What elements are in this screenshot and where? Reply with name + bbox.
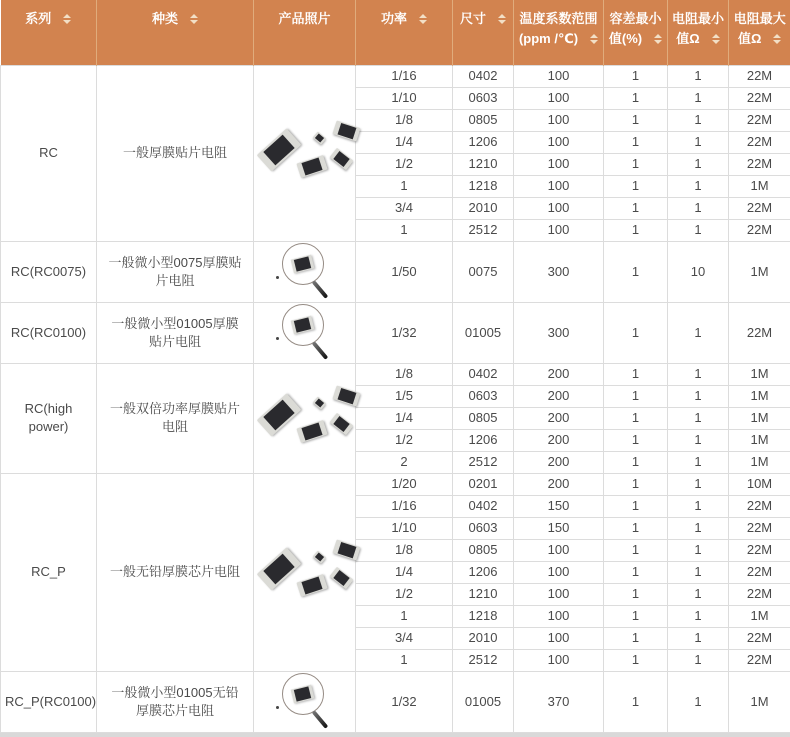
tolerance-min-cell: 1 <box>604 605 668 627</box>
tolerance-min-cell: 1 <box>604 539 668 561</box>
table-header <box>1 0 790 65</box>
sort-icon[interactable] <box>654 34 662 44</box>
resistance-max-cell: 1M <box>729 671 790 732</box>
chip-resistor-icon <box>332 385 360 406</box>
photo-cell <box>254 671 356 732</box>
table-body <box>1 65 790 732</box>
power-cell: 1/8 <box>356 539 453 561</box>
tcr-cell: 200 <box>514 429 604 451</box>
resistance-max-cell: 22M <box>729 539 790 561</box>
power-cell: 1/2 <box>356 429 453 451</box>
size-cell: 0201 <box>453 473 514 495</box>
tolerance-min-cell: 1 <box>604 451 668 473</box>
resistance-max-cell: 1M <box>729 451 790 473</box>
size-cell: 0805 <box>453 109 514 131</box>
tolerance-min-cell: 1 <box>604 302 668 363</box>
table-row <box>1 302 790 363</box>
resistance-min-cell: 1 <box>668 175 729 197</box>
chip-resistor-icon <box>291 315 315 334</box>
table-row <box>1 65 790 87</box>
resistance-max-cell: 22M <box>729 649 790 671</box>
photo-cell <box>254 302 356 363</box>
chips-photo <box>258 377 362 459</box>
size-cell: 0402 <box>453 363 514 385</box>
resistance-max-cell: 1M <box>729 605 790 627</box>
photo-cell <box>254 65 356 241</box>
size-cell: 0402 <box>453 495 514 517</box>
resistance-min-cell: 1 <box>668 65 729 87</box>
column-header-label: 种类 <box>152 11 178 26</box>
tolerance-min-cell: 1 <box>604 65 668 87</box>
tcr-cell: 100 <box>514 87 604 109</box>
size-cell: 2010 <box>453 627 514 649</box>
tolerance-min-cell: 1 <box>604 429 668 451</box>
tcr-cell: 100 <box>514 109 604 131</box>
table-row <box>1 671 790 732</box>
tcr-cell: 100 <box>514 219 604 241</box>
chip-resistor-icon <box>313 550 327 563</box>
sort-icon[interactable] <box>773 34 781 44</box>
size-cell: 1210 <box>453 153 514 175</box>
chip-resistor-icon <box>330 567 354 589</box>
tolerance-min-cell: 1 <box>604 241 668 302</box>
chip-resistor-icon <box>313 396 327 409</box>
resistance-min-cell: 1 <box>668 495 729 517</box>
tolerance-min-cell: 1 <box>604 131 668 153</box>
chip-resistor-icon <box>330 413 354 435</box>
column-header-label: 容差最小值(%) <box>609 11 662 46</box>
resistance-max-cell: 22M <box>729 109 790 131</box>
header-row <box>1 0 790 65</box>
tcr-cell: 100 <box>514 175 604 197</box>
series-cell: RC_P(RC0100) <box>1 671 97 732</box>
tcr-cell: 100 <box>514 649 604 671</box>
size-cell: 1206 <box>453 131 514 153</box>
tcr-cell: 100 <box>514 539 604 561</box>
tcr-cell: 100 <box>514 627 604 649</box>
size-cell: 1218 <box>453 605 514 627</box>
series-cell: RC_P <box>1 473 97 671</box>
power-cell: 1/4 <box>356 407 453 429</box>
column-header-label: 尺寸 <box>460 11 486 26</box>
series-cell: RC <box>1 65 97 241</box>
table-row <box>1 473 790 495</box>
column-header-label: 系列 <box>25 11 51 26</box>
dot-icon <box>276 706 279 709</box>
resistance-min-cell: 1 <box>668 385 729 407</box>
tolerance-min-cell: 1 <box>604 561 668 583</box>
tcr-cell: 200 <box>514 385 604 407</box>
resistance-min-cell: 1 <box>668 671 729 732</box>
tcr-cell: 100 <box>514 561 604 583</box>
column-header-tcr[interactable] <box>514 0 604 65</box>
tolerance-min-cell: 1 <box>604 197 668 219</box>
chip-resistor-icon <box>296 574 327 597</box>
column-header-series[interactable] <box>1 0 97 65</box>
tcr-cell: 100 <box>514 583 604 605</box>
resistance-min-cell: 1 <box>668 429 729 451</box>
tolerance-min-cell: 1 <box>604 473 668 495</box>
series-cell: RC(high power) <box>1 363 97 473</box>
resistance-max-cell: 1M <box>729 175 790 197</box>
size-cell: 0603 <box>453 87 514 109</box>
size-cell: 2512 <box>453 649 514 671</box>
power-cell: 1/2 <box>356 583 453 605</box>
tolerance-min-cell: 1 <box>604 109 668 131</box>
sort-icon[interactable] <box>712 34 720 44</box>
dot-icon <box>276 337 279 340</box>
magnifier-lens-icon <box>282 243 324 285</box>
resistance-min-cell: 10 <box>668 241 729 302</box>
type-cell: 一般双倍功率厚膜贴片电阻 <box>97 363 254 473</box>
tolerance-min-cell: 1 <box>604 495 668 517</box>
size-cell: 01005 <box>453 302 514 363</box>
resistance-min-cell: 1 <box>668 451 729 473</box>
power-cell: 1 <box>356 649 453 671</box>
tcr-cell: 370 <box>514 671 604 732</box>
tolerance-min-cell: 1 <box>604 87 668 109</box>
power-cell: 1/50 <box>356 241 453 302</box>
chip-resistor-icon <box>330 148 354 170</box>
size-cell: 1210 <box>453 583 514 605</box>
tcr-cell: 150 <box>514 517 604 539</box>
chip-resistor-icon <box>257 547 301 590</box>
tolerance-min-cell: 1 <box>604 219 668 241</box>
resistance-min-cell: 1 <box>668 605 729 627</box>
resistance-max-cell: 22M <box>729 517 790 539</box>
power-cell: 1/2 <box>356 153 453 175</box>
resistance-min-cell: 1 <box>668 131 729 153</box>
resistance-max-cell: 22M <box>729 583 790 605</box>
magnifier-photo <box>275 304 335 362</box>
type-cell: 一般厚膜贴片电阻 <box>97 65 254 241</box>
resistance-min-cell: 1 <box>668 473 729 495</box>
photo-cell <box>254 241 356 302</box>
size-cell: 0603 <box>453 517 514 539</box>
column-header-resistance-max[interactable] <box>729 0 790 65</box>
tcr-cell: 100 <box>514 197 604 219</box>
type-cell: 一般微小型01005厚膜贴片电阻 <box>97 302 254 363</box>
power-cell: 2 <box>356 451 453 473</box>
resistance-min-cell: 1 <box>668 302 729 363</box>
tolerance-min-cell: 1 <box>604 627 668 649</box>
resistance-max-cell: 22M <box>729 219 790 241</box>
resistance-min-cell: 1 <box>668 539 729 561</box>
resistance-min-cell: 1 <box>668 583 729 605</box>
power-cell: 1/32 <box>356 302 453 363</box>
tcr-cell: 100 <box>514 131 604 153</box>
resistance-max-cell: 22M <box>729 302 790 363</box>
tolerance-min-cell: 1 <box>604 153 668 175</box>
resistance-min-cell: 1 <box>668 109 729 131</box>
tcr-cell: 100 <box>514 605 604 627</box>
tcr-cell: 200 <box>514 451 604 473</box>
power-cell: 3/4 <box>356 627 453 649</box>
column-header-type[interactable] <box>97 0 254 65</box>
power-cell: 1 <box>356 175 453 197</box>
resistance-max-cell: 1M <box>729 407 790 429</box>
photo-cell <box>254 363 356 473</box>
resistance-max-cell: 22M <box>729 87 790 109</box>
magnifier-photo <box>275 673 335 731</box>
resistance-min-cell: 1 <box>668 649 729 671</box>
column-header-size[interactable] <box>453 0 514 65</box>
sort-icon[interactable] <box>498 14 506 24</box>
resistance-max-cell: 22M <box>729 197 790 219</box>
size-cell: 01005 <box>453 671 514 732</box>
column-header-label: 电阻最小值Ω <box>672 11 724 46</box>
resistance-max-cell: 22M <box>729 65 790 87</box>
power-cell: 1/10 <box>356 87 453 109</box>
chips-photo <box>258 531 362 613</box>
column-header-tolerance-min[interactable] <box>604 0 668 65</box>
magnifier-handle-icon <box>311 710 328 729</box>
resistance-max-cell: 22M <box>729 131 790 153</box>
column-header-resistance-min[interactable] <box>668 0 729 65</box>
tcr-cell: 200 <box>514 407 604 429</box>
type-cell: 一般微小型0075厚膜贴片电阻 <box>97 241 254 302</box>
series-cell: RC(RC0075) <box>1 241 97 302</box>
size-cell: 1206 <box>453 561 514 583</box>
table-row <box>1 241 790 302</box>
size-cell: 2512 <box>453 219 514 241</box>
size-cell: 0603 <box>453 385 514 407</box>
resistance-max-cell: 1M <box>729 429 790 451</box>
resistance-max-cell: 22M <box>729 495 790 517</box>
magnifier-handle-icon <box>311 280 328 299</box>
power-cell: 1 <box>356 605 453 627</box>
resistance-min-cell: 1 <box>668 517 729 539</box>
size-cell: 2512 <box>453 451 514 473</box>
size-cell: 1206 <box>453 429 514 451</box>
tcr-cell: 100 <box>514 65 604 87</box>
size-cell: 2010 <box>453 197 514 219</box>
dot-icon <box>276 276 279 279</box>
resistance-min-cell: 1 <box>668 407 729 429</box>
resistance-min-cell: 1 <box>668 561 729 583</box>
column-header-label: 产品照片 <box>278 11 330 26</box>
power-cell: 1/16 <box>356 65 453 87</box>
magnifier-lens-icon <box>282 673 324 715</box>
tcr-cell: 200 <box>514 363 604 385</box>
size-cell: 0402 <box>453 65 514 87</box>
power-cell: 1/4 <box>356 131 453 153</box>
tcr-cell: 300 <box>514 241 604 302</box>
resistance-max-cell: 1M <box>729 363 790 385</box>
chip-resistor-icon <box>332 120 360 141</box>
series-cell: RC(RC0100) <box>1 302 97 363</box>
size-cell: 1218 <box>453 175 514 197</box>
column-header-label: 电阻最大值Ω <box>734 11 786 46</box>
size-cell: 0075 <box>453 241 514 302</box>
tolerance-min-cell: 1 <box>604 385 668 407</box>
column-header-power[interactable] <box>356 0 453 65</box>
sort-icon[interactable] <box>419 14 427 24</box>
resistance-min-cell: 1 <box>668 363 729 385</box>
tcr-cell: 150 <box>514 495 604 517</box>
resistance-min-cell: 1 <box>668 153 729 175</box>
type-cell: 一般微小型01005无铅厚膜芯片电阻 <box>97 671 254 732</box>
column-header-label: 功率 <box>381 11 407 26</box>
chip-resistor-icon <box>291 254 315 273</box>
table-row <box>1 363 790 385</box>
power-cell: 1/32 <box>356 671 453 732</box>
column-header-photo <box>254 0 356 65</box>
resistance-max-cell: 22M <box>729 153 790 175</box>
tcr-cell: 200 <box>514 473 604 495</box>
power-cell: 1/10 <box>356 517 453 539</box>
resistance-max-cell: 1M <box>729 241 790 302</box>
resistance-max-cell: 10M <box>729 473 790 495</box>
power-cell: 1/16 <box>356 495 453 517</box>
tolerance-min-cell: 1 <box>604 363 668 385</box>
chip-resistor-icon <box>296 420 327 443</box>
tolerance-min-cell: 1 <box>604 671 668 732</box>
power-cell: 3/4 <box>356 197 453 219</box>
magnifier-photo <box>275 243 335 301</box>
sort-icon[interactable] <box>63 14 71 24</box>
power-cell: 1/4 <box>356 561 453 583</box>
power-cell: 1/20 <box>356 473 453 495</box>
resistance-max-cell: 22M <box>729 561 790 583</box>
power-cell: 1/8 <box>356 363 453 385</box>
tcr-cell: 300 <box>514 302 604 363</box>
power-cell: 1 <box>356 219 453 241</box>
photo-cell <box>254 473 356 671</box>
resistance-min-cell: 1 <box>668 627 729 649</box>
resistance-min-cell: 1 <box>668 87 729 109</box>
resistance-max-cell: 22M <box>729 627 790 649</box>
tolerance-min-cell: 1 <box>604 583 668 605</box>
chips-photo <box>258 112 362 194</box>
tolerance-min-cell: 1 <box>604 407 668 429</box>
column-header-label: 温度系数范围 (ppm /℃) <box>519 11 598 46</box>
magnifier-lens-icon <box>282 304 324 346</box>
power-cell: 1/5 <box>356 385 453 407</box>
resistance-max-cell: 1M <box>729 385 790 407</box>
resistance-min-cell: 1 <box>668 197 729 219</box>
chip-resistor-icon <box>313 131 327 144</box>
bottom-strip <box>0 733 790 737</box>
magnifier-handle-icon <box>311 341 328 360</box>
tolerance-min-cell: 1 <box>604 517 668 539</box>
size-cell: 0805 <box>453 539 514 561</box>
tolerance-min-cell: 1 <box>604 175 668 197</box>
tcr-cell: 100 <box>514 153 604 175</box>
power-cell: 1/8 <box>356 109 453 131</box>
size-cell: 0805 <box>453 407 514 429</box>
sort-icon[interactable] <box>590 34 598 44</box>
chip-resistor-icon <box>332 539 360 560</box>
resistance-min-cell: 1 <box>668 219 729 241</box>
tolerance-min-cell: 1 <box>604 649 668 671</box>
chip-resistor-icon <box>257 393 301 436</box>
sort-icon[interactable] <box>190 14 198 24</box>
type-cell: 一般无铅厚膜芯片电阻 <box>97 473 254 671</box>
chip-resistor-icon <box>291 684 315 703</box>
chip-resistor-icon <box>296 155 327 178</box>
chip-resistor-icon <box>257 128 301 171</box>
